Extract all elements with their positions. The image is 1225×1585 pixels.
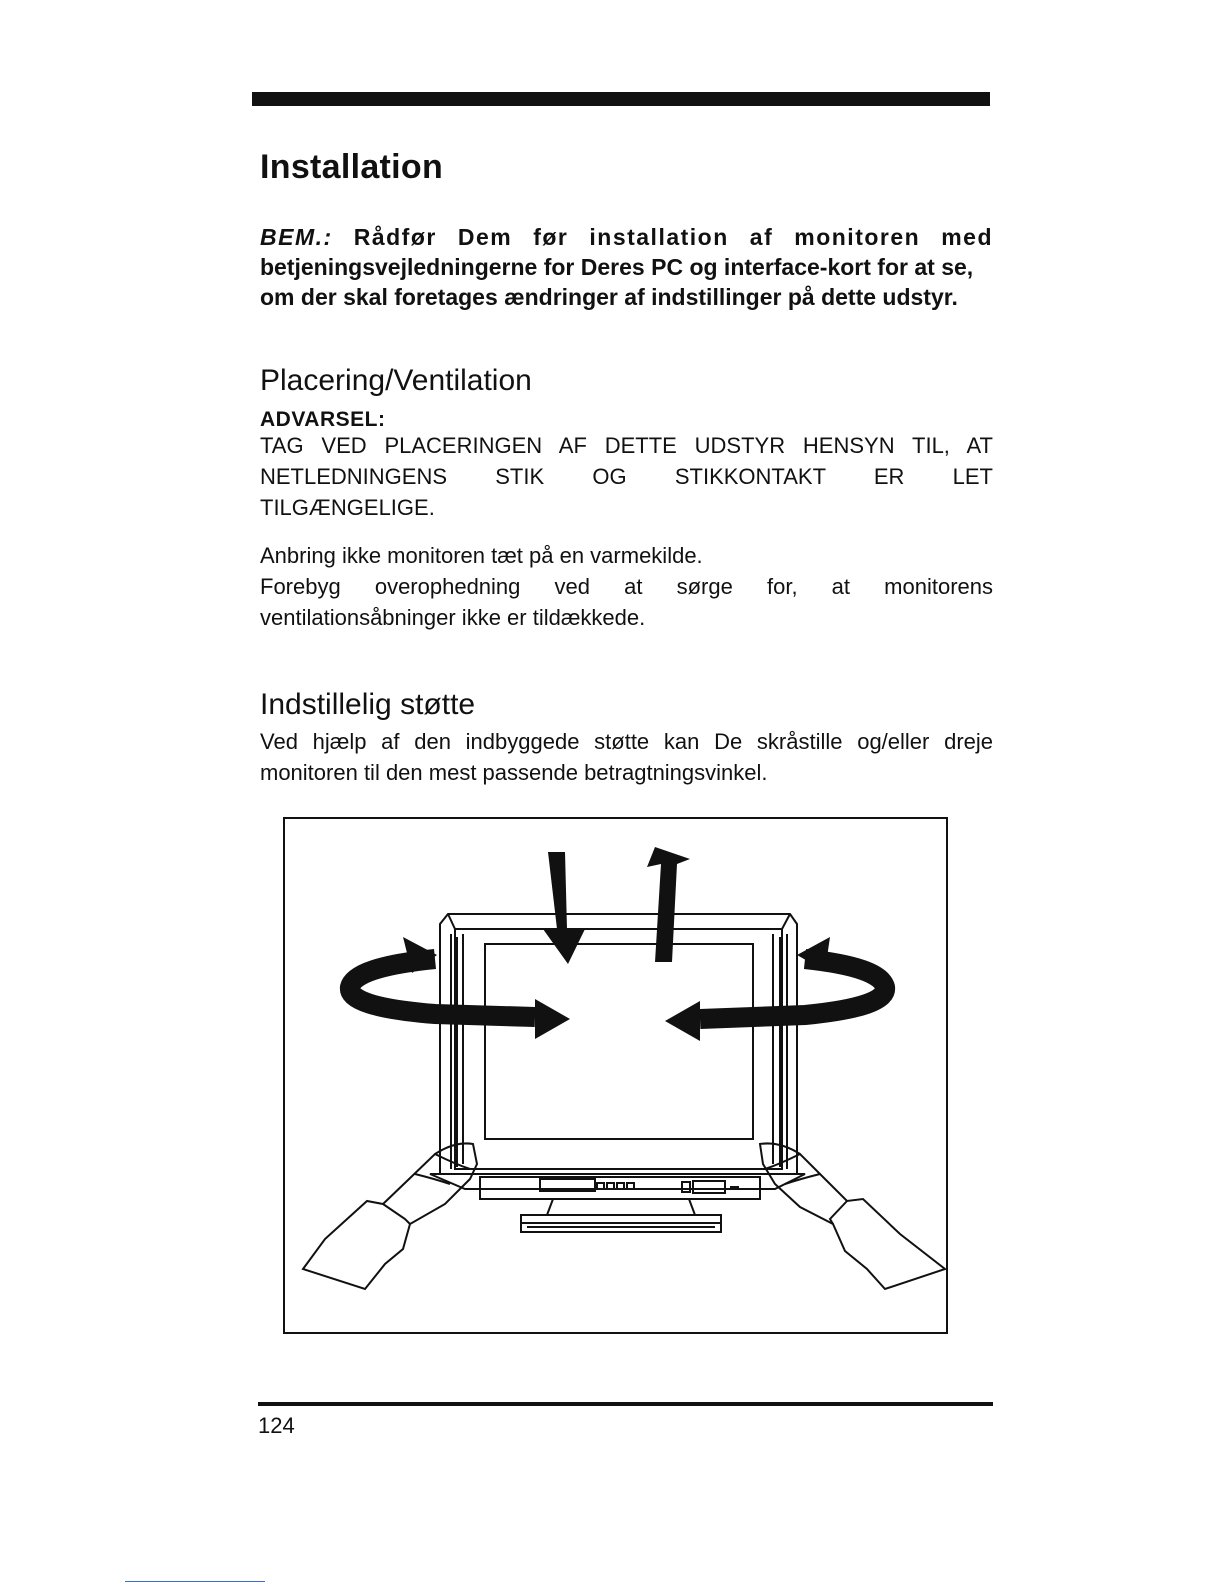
- stand-heading: Indstillelig støtte: [260, 688, 476, 721]
- ventilation-line-3: ventilationsåbninger ikke er tildækkede.: [260, 605, 646, 630]
- warning-label: ADVARSEL:: [260, 408, 386, 431]
- ventilation-line-1: Anbring ikke monitoren tæt på en varmekilde.: [260, 543, 703, 568]
- monitor-stand-illustration: [283, 817, 948, 1334]
- page-title: Installation: [260, 148, 444, 186]
- footer-rule: [258, 1402, 993, 1406]
- warning-line-1: TAG VED PLACERINGEN AF DETTE UDSTYR HENSYN TIL, AT: [260, 433, 993, 458]
- stand-line-1: Ved hjælp af den indbyggede støtte kan De skråstille og/eller dreje: [260, 729, 993, 754]
- note-label: BEM.:: [260, 224, 333, 250]
- ventilation-paragraph: [260, 540, 993, 633]
- stand-paragraph: [260, 726, 993, 788]
- note-line-2: betjeningsvejledningerne for Deres PC og interface-kort for at se,: [260, 254, 974, 280]
- swivel-left-arrow-icon: [350, 937, 570, 1039]
- warning-line-3: TILGÆNGELIGE.: [260, 495, 435, 520]
- note-paragraph: [260, 222, 993, 312]
- ventilation-line-2: Forebyg overophedning ved at sørge for, at monitorens: [260, 574, 993, 599]
- stand-line-2: monitoren til den mest passende betragtningsvinkel.: [260, 760, 768, 785]
- header-rule: [252, 92, 990, 106]
- note-line-1: BEM.: Rådfør Dem før installation af monitoren med: [260, 224, 994, 250]
- scan-edge-line: [125, 1581, 265, 1582]
- placement-heading: Placering/Ventilation: [260, 364, 532, 397]
- page-number: 124: [258, 1413, 295, 1438]
- warning-text: [260, 430, 993, 523]
- monitor-icon: [430, 914, 805, 1232]
- note-line-3: om der skal foretages ændringer af indstillinger på dette udstyr.: [260, 284, 958, 310]
- monitor-illustration-svg: [285, 819, 946, 1332]
- tilt-down-arrow-icon: [543, 852, 585, 964]
- swivel-right-arrow-icon: [665, 937, 885, 1041]
- warning-line-2: NETLEDNINGENS STIK OG STIKKONTAKT ER LET: [260, 464, 993, 489]
